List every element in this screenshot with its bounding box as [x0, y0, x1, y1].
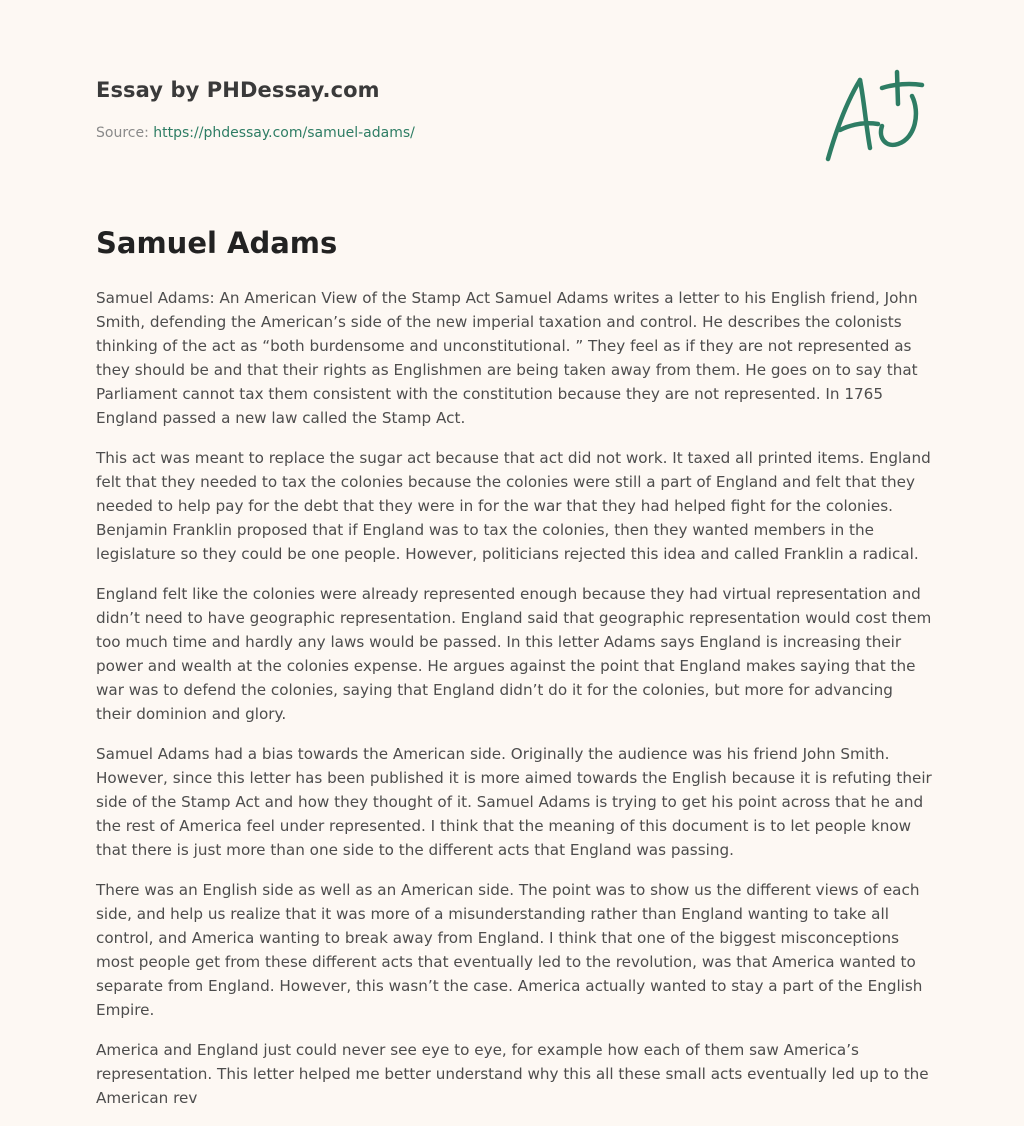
essay-paragraph: This act was meant to replace the sugar act because that act did not work. It taxed all printed items. England felt that they needed to tax the colonies because the colonies were still a part of England and felt that they needed to help pay for the debt that they were in for the war that they had helped fight for the colonies. Benjamin Franklin proposed that if England was to tax the colonies, then they wanted members in the legislature so they could be one people. However, politicians rejected this idea and called Franklin a radical. [96, 449, 931, 563]
site-brand: Essay by PHDessay.com [96, 78, 380, 102]
essay-paragraph: Samuel Adams: An American View of the Stamp Act Samuel Adams writes a letter to his English friend, John Smith, defending the American’s side of the new imperial taxation and control. He describes the colonists thinking of the act as “both burdensome and unconstitutional. ” They feel as if they are not represented as they should be and that their rights as Englishmen are being taken away from them. He goes on to say that Parliament cannot tax them consistent with the constitution because they are not represented. In 1765 England passed a new law called the Stamp Act. [96, 289, 918, 427]
essay-paragraph: Samuel Adams had a bias towards the American side. Originally the audience was his friend John Smith. However, since this letter has been published it is more aimed towards the English because it is refuting their side of the Stamp Act and how they thought of it. Samuel Adams is trying to get his point across that he and the rest of America feel under represented. I think that the meaning of this document is to let people know that there is just more than one side to the different acts that England was passing. [96, 745, 932, 859]
source-label: Source: [96, 125, 154, 141]
essay-body [96, 286, 932, 1126]
essay-paragraph: There was an English side as well as an American side. The point was to show us the different views of each side, and help us realize that it was more of a misunderstanding rather than England wanting to take all control, and America wanting to break away from England. I think that one of the biggest misconceptions most people get from these different acts that eventually led to the revolution, was that America wanted to separate from England. However, this wasn’t the case. America actually wanted to stay a part of the English Empire. [96, 881, 923, 1019]
a-plus-grade-icon [818, 66, 928, 166]
essay-paragraph: America and England just could never see eye to eye, for example how each of them saw America’s representation. This letter helped me better understand why this all these small acts eventually led up to the American rev [96, 1041, 929, 1107]
essay-title: Samuel Adams [96, 226, 338, 260]
source-link[interactable]: https://phdessay.com/samuel-adams/ [153, 125, 415, 141]
essay-paragraph: England felt like the colonies were already represented enough because they had virtual representation and didn’t need to have geographic representation. England said that geographic representation would cost them too much time and hardly any laws would be passed. In this letter Adams says England is increasing their power and wealth at the colonies expense. He argues against the point that England makes saying that the war was to defend the colonies, saying that England didn’t do it for the colonies, but more for advancing their dominion and glory. [96, 585, 932, 723]
source-line [96, 125, 415, 141]
